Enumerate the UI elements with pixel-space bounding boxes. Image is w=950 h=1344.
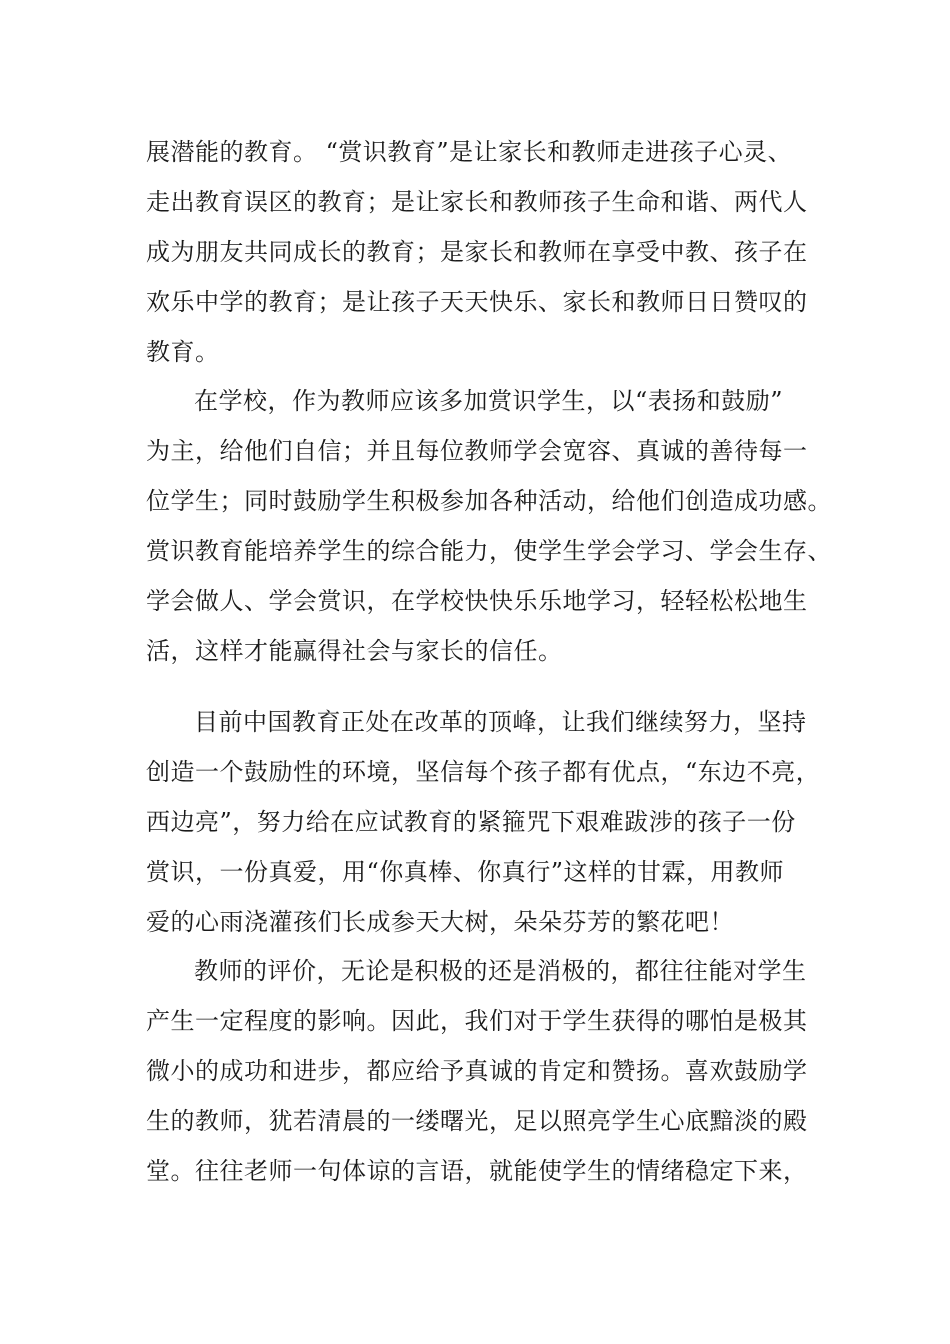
text-line: 西边亮”，努力给在应试教育的紧箍咒下艰难跋涉的孩子一份 xyxy=(146,808,796,836)
text-line: 教育。 xyxy=(146,338,220,366)
text-line: 产生一定程度的影响。因此，我们对于学生获得的哪怕是极其 xyxy=(146,1007,808,1035)
text-line: 成为朋友共同成长的教育；是家长和教师在享受中教、孩子在 xyxy=(146,238,808,266)
text-line: 爱的心雨浇灌孩们长成参天大树，朵朵芬芳的繁花吧！ xyxy=(146,908,734,936)
text-line: 欢乐中学的教育；是让孩子天天快乐、家长和教师日日赞叹的 xyxy=(146,288,808,316)
text-line: 位学生；同时鼓励学生积极参加各种活动，给他们创造成功感。 xyxy=(146,487,832,515)
text-line: 走出教育误区的教育；是让家长和教师孩子生命和谐、两代人 xyxy=(146,188,808,216)
text-line: 创造一个鼓励性的环境，坚信每个孩子都有优点，“东边不亮， xyxy=(146,758,821,786)
text-line: 学会做人、学会赏识，在学校快快乐乐地学习，轻轻松松地生 xyxy=(146,587,808,615)
text-line: 目前中国教育正处在改革的顶峰，让我们继续努力，坚持 xyxy=(194,708,807,736)
text-line: 活，这样才能赢得社会与家长的信任。 xyxy=(146,637,563,665)
text-line: 展潜能的教育。 “赏识教育”是让家长和教师走进孩子心灵、 xyxy=(146,138,793,166)
text-line: 赏识，一份真爱，用“你真棒、你真行”这样的甘霖，用教师 xyxy=(146,858,785,886)
text-line: 教师的评价，无论是积极的还是消极的，都往往能对学生 xyxy=(194,957,807,985)
text-line: 为主，给他们自信；并且每位教师学会宽容、真诚的善待每一 xyxy=(146,437,808,465)
text-line: 微小的成功和进步，都应给予真诚的肯定和赞扬。喜欢鼓励学 xyxy=(146,1057,808,1085)
text-line: 堂。往往老师一句体谅的言语，就能使学生的情绪稳定下来， xyxy=(146,1157,808,1185)
text-line: 生的教师，犹若清晨的一缕曙光，足以照亮学生心底黯淡的殿 xyxy=(146,1107,808,1135)
text-line: 在学校，作为教师应该多加赏识学生，以“表扬和鼓励” xyxy=(194,387,784,415)
text-line: 赏识教育能培养学生的综合能力，使学生学会学习、学会生存、 xyxy=(146,537,832,565)
